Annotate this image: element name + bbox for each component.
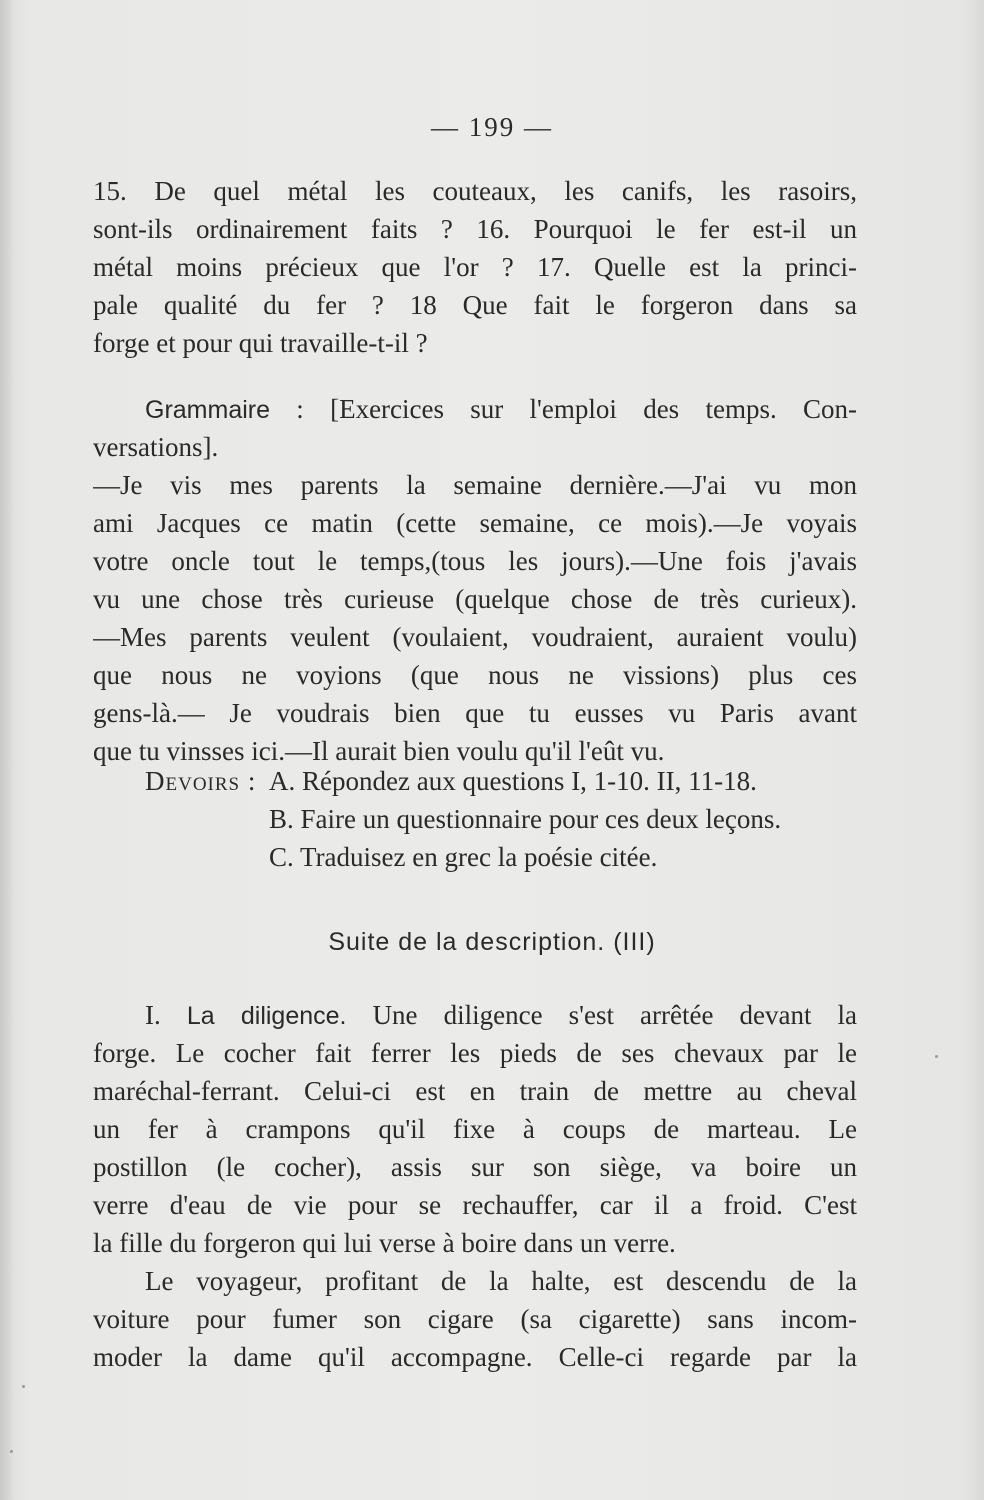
grammar-line-10: que tu vinsses ici.—Il aurait bien voulu qu'il l'eût vu. [93, 736, 665, 766]
description-line-4: un fer à crampons qu'il fixe à coups de marteau. Le [93, 1114, 857, 1144]
section-title: Suite de la description. (III) [328, 928, 656, 956]
paper-speck [10, 1450, 13, 1453]
description-line-3: maréchal-ferrant. Celui-ci est en train de mettre au cheval [93, 1076, 857, 1106]
grammar-line-8: que nous ne voyions (que nous ne vissions) plus ces [93, 660, 857, 690]
grammar-label: Grammaire [145, 396, 271, 424]
grammar-line-1-rest: : [Exercices sur l'emploi des temps. Con- [296, 394, 857, 424]
page-edge-shadow [0, 0, 14, 1500]
questions-line-3: métal moins précieux que l'or ? 17. Quelle est la princi- [93, 252, 857, 282]
description-heading: La diligence. [186, 1002, 347, 1030]
description-line-1 [93, 996, 857, 1034]
grammar-line-3: —Je vis mes parents la semaine dernière.—J'ai vu mon [93, 470, 857, 500]
grammar-line-6: vu une chose très curieuse (quelque chose de très curieux). [93, 584, 857, 614]
devoirs-label: Devoirs : [145, 766, 257, 796]
questions-line-4: pale qualité du fer ? 18 Que fait le forgeron dans sa [93, 290, 857, 320]
description-line-1-rest: Une diligence s'est arrêtée devant la [372, 1000, 857, 1030]
devoir-row-a [93, 762, 857, 800]
description-section [93, 996, 857, 1376]
paper-speck [22, 1385, 25, 1388]
devoir-item-a: A. Répondez aux questions I, 1-10. II, 11-18. [269, 766, 757, 796]
devoir-row-b [93, 800, 857, 838]
devoir-item-b: B. Faire un questionnaire pour ces deux leçons. [269, 804, 782, 834]
paper-speck [935, 1055, 938, 1058]
grammar-line-5: votre oncle tout le temps,(tous les jours).—Une fois j'avais [93, 546, 857, 576]
grammar-section [93, 390, 857, 770]
description-para2-line-1: Le voyageur, profitant de la halte, est descendu de la [145, 1266, 857, 1296]
grammar-line-2: versations]. [93, 432, 219, 462]
grammar-line-9: gens-là.— Je voudrais bien que tu eusses vu Paris avant [93, 698, 857, 728]
description-line-5: postillon (le cocher), assis sur son siège, va boire un [93, 1152, 857, 1182]
description-para2-line-3: moder la dame qu'il accompagne. Celle-ci regarde par la [93, 1342, 857, 1372]
description-line-6: verre d'eau de vie pour se rechauffer, car il a froid. C'est [93, 1190, 857, 1220]
devoirs-section [93, 762, 857, 876]
questions-line-1: 15. De quel métal les couteaux, les canifs, les rasoirs, [93, 176, 857, 206]
questions-paragraph [93, 172, 857, 362]
grammar-line-4: ami Jacques ce matin (cette semaine, ce mois).—Je voyais [93, 508, 857, 538]
description-para2-line-2: voiture pour fumer son cigare (sa cigarette) sans incom- [93, 1304, 857, 1334]
grammar-line-7: —Mes parents veulent (voulaient, voudraient, auraient voulu) [93, 622, 857, 652]
grammar-line-1 [93, 390, 857, 428]
devoir-row-c [93, 838, 857, 876]
description-line-2: forge. Le cocher fait ferrer les pieds de ses chevaux par le [93, 1038, 857, 1068]
questions-line-2: sont-ils ordinairement faits ? 16. Pourquoi le fer est-il un [93, 214, 857, 244]
description-heading-prefix: I. [145, 1000, 161, 1030]
description-line-7: la fille du forgeron qui lui verse à boire dans un verre. [93, 1228, 676, 1258]
devoir-item-c: C. Traduisez en grec la poésie citée. [269, 842, 658, 872]
questions-line-5: forge et pour qui travaille-t-il ? [93, 328, 428, 358]
page-number: — 199 — [431, 112, 553, 142]
